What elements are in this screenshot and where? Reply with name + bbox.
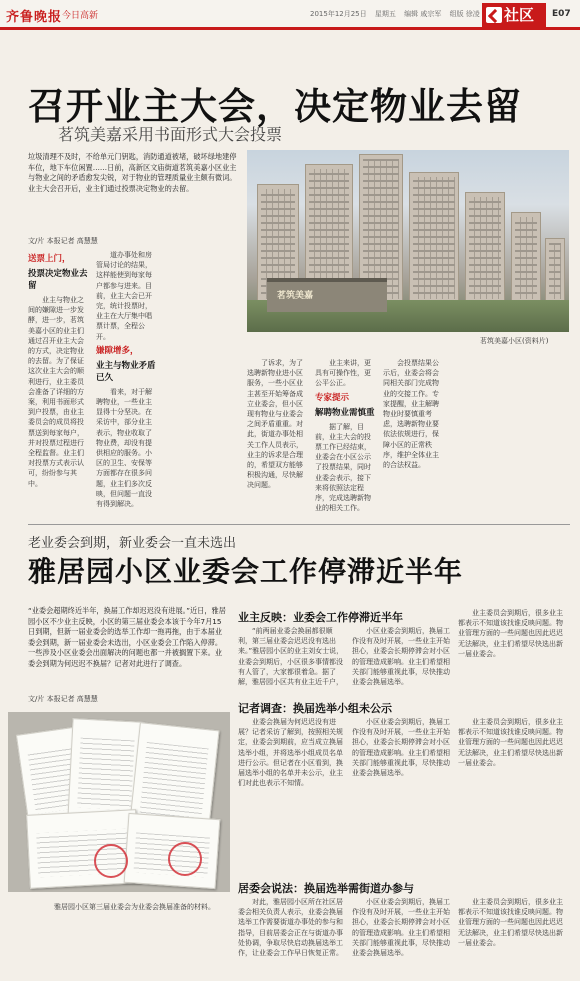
column2-text-2: 看来，对于解聘物业，一些业主显得十分坚决。在采访中，部分业主表示，物业收取了物业费，却没有提供相应的服务。小区的卫生、安保等方面都存在很多问题，业主们多次反映，但问题一直没有得到解决。 xyxy=(96,387,152,509)
header-meta xyxy=(310,9,486,19)
issue-day: 星期五 xyxy=(374,10,396,18)
column5-text: 会投票结果公示后，业委会将会同相关部门完成物业的交接工作。专家提醒，业主解聘物业时要慎重考虑，选聘新物业要依法依规进行，保障小区的正常秩序，维护全体业主的合法权益。 xyxy=(383,359,439,470)
article1-byline: 文/片 本报记者 高慧慧 xyxy=(28,237,98,245)
column1-subhead-b: 投票决定物业去留 xyxy=(28,269,88,291)
article1-column-1 xyxy=(28,250,90,520)
designer-credit: 组版 徐凌 xyxy=(449,10,480,18)
article1-title: 召开业主大会，决定物业去留 xyxy=(28,85,522,128)
section2-text: 业委会换届为何迟迟没有进展？记者采访了解到，按照相关规定，业委会到期前，应当成立换届选举小组，并将选举小组成员名单进行公示。但记者在小区看到，换届选举小组的名单并未公示，业主们对此也表示不知情。 xyxy=(238,718,343,788)
newspaper-logo: 齐鲁晚报 xyxy=(6,10,63,25)
column4-text: 业主来讲，更具有可操作性，更公平公正。 xyxy=(315,359,371,388)
section3-title: 居委会说法：换届选举需街道办参与 xyxy=(238,882,414,895)
section2-text-b: 小区业委会到期后，换届工作没有及时开展，一些业主开始担心，业委会长期停滞会对小区的管理造成影响。业主们希望相关部门能够重视此事，尽快推动业委会换届选举。 xyxy=(352,718,450,778)
section1-text-c: 业主委员会到期后，很多业主都表示不知道该找谁反映问题。物业管理方面的一些问题也因此迟迟无法解决，业主们希望尽快选出新一届业委会。 xyxy=(458,609,563,658)
section1-text-b: 小区业委会到期后，换届工作没有及时开展，一些业主开始担心，业委会长期停滞会对小区的管理造成影响。业主们希望相关部门能够重视此事，尽快推动业委会换届选举。 xyxy=(352,627,450,686)
article1-column-2 xyxy=(96,250,158,520)
article2-lead: “业委会超期终近半年，换届工作却迟迟没有进展。”近日，雅居园小区不少业主反映，小区的第三届业委会本该于今年7月15日到期，但新一届业委会的选举工作却一拖再拖，由于本届业委会到期，新一届业委会未选出，小区业委会工作陷入停滞。一些涉及小区业委会出面解决的问题也都一并被搁置下来。业委会到期为何迟迟不换届？记者对此进行了调查。 xyxy=(28,606,226,668)
section3-text-c: 业主委员会到期后，很多业主都表示不知道该找谁反映问题。物业管理方面的一些问题也因此迟迟无法解决，业主们希望尽快选出新一届业委会。 xyxy=(458,898,563,947)
section-name: 社区 xyxy=(504,6,535,24)
official-stamp xyxy=(94,844,128,878)
column4-subhead-b: 解聘物业需慎重 xyxy=(315,407,375,418)
column2-subhead-b: 业主与物业矛盾已久 xyxy=(96,360,156,383)
article1-lead: 垃圾清理不及时，不给单元门钥匙，消防通道被堵，破坏绿地建停车位，地下车位闲置……日前，高新区文庙街道茗筑美嘉小区业主与物业之间的矛盾愈发尖锐，对于物业的管理质量业主颇有微词。业主大会召开后，业主们通过投票决定物业的去留。 xyxy=(28,152,237,193)
section-icon xyxy=(486,7,502,23)
article2-title: 雅居园小区业委会工作停滞近半年 xyxy=(28,555,464,588)
section-label xyxy=(482,3,546,27)
column2-subhead-a: 嫌隙增多， xyxy=(96,345,139,356)
section3-text-b: 小区业委会到期后，换届工作没有及时开展，一些业主开始担心，业委会长期停滞会对小区的管理造成影响。业主们希望相关部门能够重视此事，尽快推动业委会换届选举。 xyxy=(352,898,450,958)
section3-text: 对此，雅居园小区所在社区居委会相关负责人表示，业委会换届选举工作需要街道办事处的参与和指导，目前居委会正在与街道办事处协调，争取尽快启动换届选举工作，让业委会工作早日恢复正常。 xyxy=(238,898,343,958)
column3-text: 了诉求，为了选聘新物业进小区服务，一些小区业主甚至开始筹备成立业委会，但小区现有物业与业委会之间矛盾重重。对此，街道办事处相关工作人员表示，业主的诉求是合理的，希望双方能够积极沟通，尽快解决问题。 xyxy=(247,359,303,490)
article-divider xyxy=(28,524,570,525)
official-stamp xyxy=(168,842,202,876)
article2-byline: 文/片 本报记者 高慧慧 xyxy=(28,695,98,703)
section1-text: “前两届业委会换届都很顺利，第三届业委会迟迟没有选出来。”雅居园小区的业主刘女士说，业委会到期后，小区很多事情都没有人管了，大家都很着急。据了解，雅居园小区共有业主近千户， xyxy=(238,627,344,686)
community-gate xyxy=(267,278,387,312)
page-header xyxy=(0,0,580,30)
article2-kicker: 老业委会到期，新业委会一直未选出 xyxy=(28,536,237,551)
column2-text: 道办事处和房管局讨论的结果，这样能使到每家每户都参与进来。目前，业主大会已开完，统计投票时，业主在大厅集中唱票计票，全程公开。 xyxy=(96,251,152,341)
column4-text-2: 据了解，目前，业主大会的投票工作已经结束，业委会在小区公示了投票结果，同时业委会表示，接下来将依照法定程序，完成选聘新物业的相关工作。 xyxy=(315,422,371,513)
section2-title: 记者调查：换届选举小组未公示 xyxy=(238,702,392,715)
column1-text: 业主与物业之间的嫌隙进一步发酵，进一步，茗筑美嘉小区的业主们通过召开业主大会的方式，决定物业的去留。为了保证这次业主大会的顺利进行，业主委员会准备了详细的方案，利用书面形式到户投票，由业主委员会的成员将投票送到每家每户，并对投票过程进行全程监督。业主们对投票方式表示认可，纷纷参与其中。 xyxy=(28,296,84,488)
article2-photo xyxy=(8,712,230,892)
article1-column-3 xyxy=(247,358,309,520)
column1-subhead-a: 送票上门， xyxy=(28,254,71,264)
article1-column-5 xyxy=(383,358,445,520)
article1-photo-caption: 茗筑美嘉小区(资料片) xyxy=(480,337,549,345)
gate-sign: 茗筑美嘉 xyxy=(277,291,314,301)
article1-subtitle: 茗筑美嘉采用书面形式大会投票 xyxy=(58,125,283,144)
article1-photo xyxy=(247,150,569,332)
column4-subhead-a: 专家提示 xyxy=(315,392,350,403)
section2-text-c: 业主委员会到期后，很多业主都表示不知道该找谁反映问题。物业管理方面的一些问题也因此迟迟无法解决，业主们希望尽快选出新一届业委会。 xyxy=(458,718,563,767)
editor-credit: 编辑 戚宗军 xyxy=(404,10,442,18)
issue-date: 2015年12月25日 xyxy=(310,10,367,18)
edition-name: 今日高新 xyxy=(62,11,99,21)
section1-title: 业主反映：业委会工作停滞近半年 xyxy=(238,611,403,624)
article1-column-4 xyxy=(315,358,377,520)
article2-photo-caption: 雅居园小区第三届业委会为业委会换届准备的材料。 xyxy=(54,903,215,911)
page-number: E07 xyxy=(552,9,571,19)
